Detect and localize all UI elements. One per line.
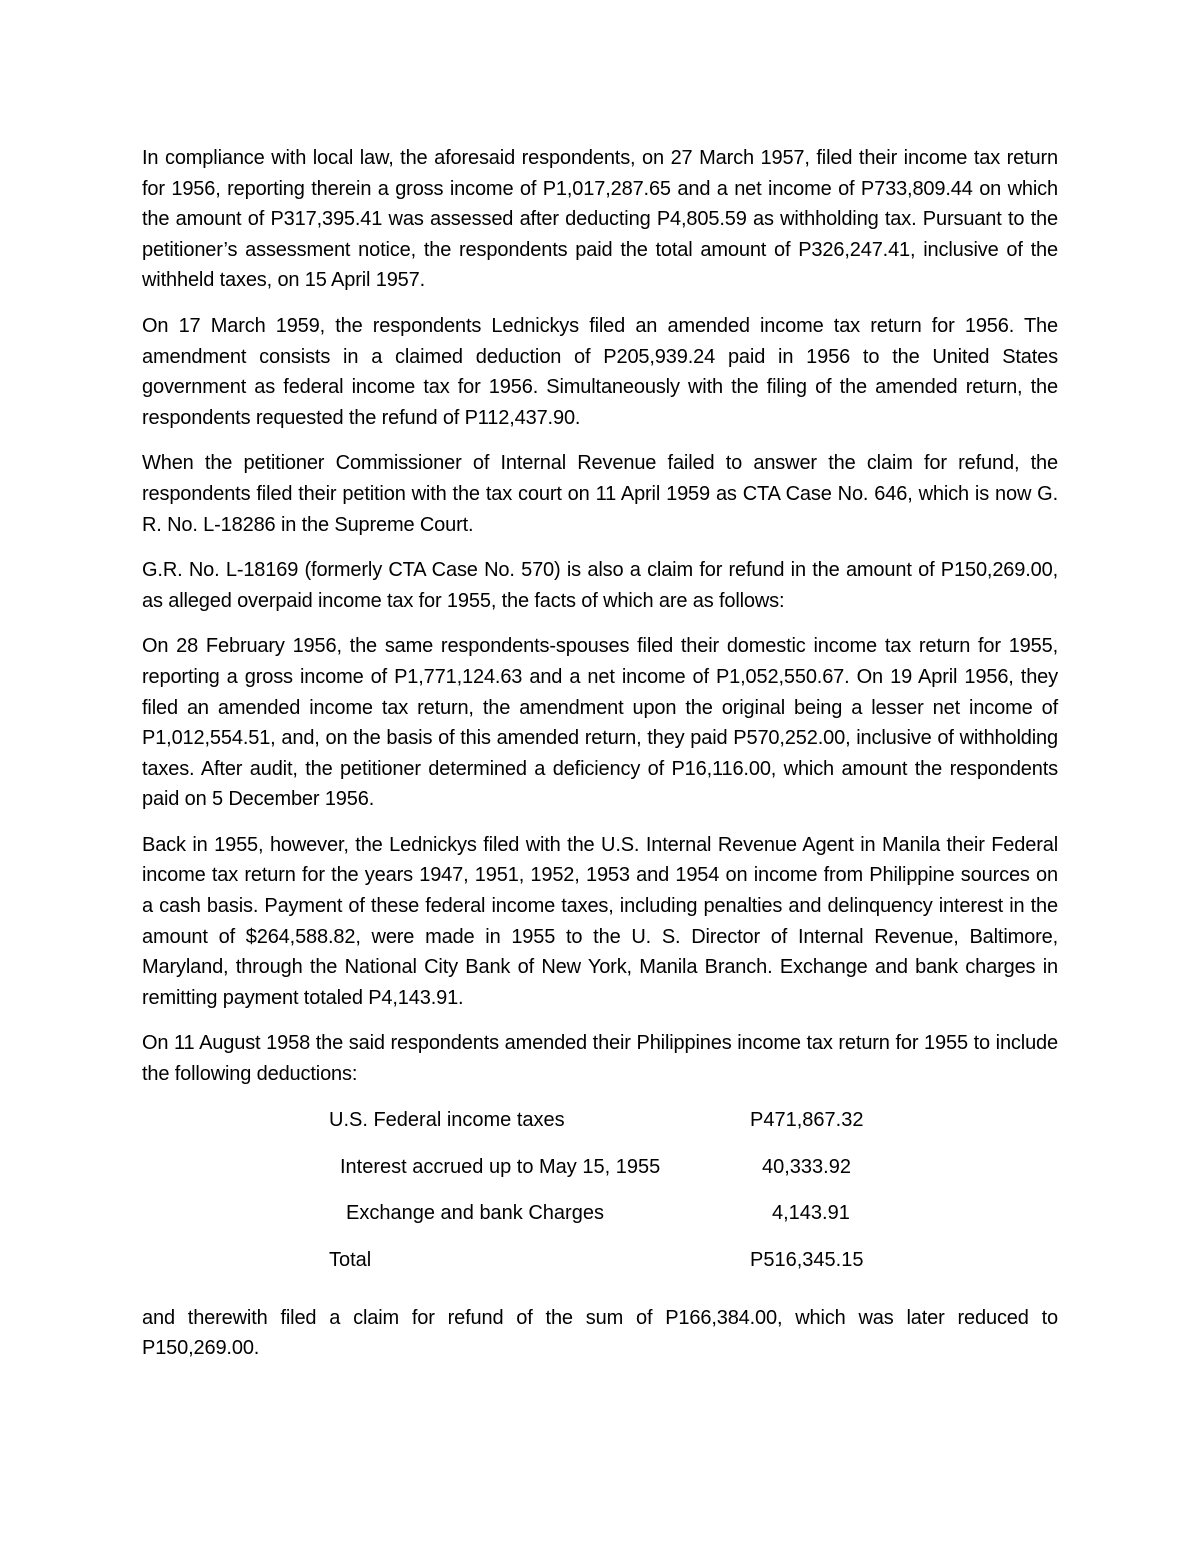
deduction-row [142, 1152, 1058, 1182]
document-page [142, 143, 1058, 1379]
paragraph-amended-return-1955: On 11 August 1958 the said respondents amended their Philippines income tax return for 1955 to include the following deductions: [142, 1032, 1058, 1086]
paragraph-petition-tax-court: When the petitioner Commissioner of Internal Revenue failed to answer the claim for refund, the respondents filed their petition with the tax court on 11 April 1959 as CTA Case No. 646, which is now G. R. No. L-18286 in the Supreme Court. [142, 452, 1058, 536]
paragraph-claim-for-refund: and therewith filed a claim for refund of the sum of P166,384.00, which was later reduced to P150,269.00. [142, 1306, 1058, 1360]
deductions-table [142, 1105, 1058, 1293]
deduction-label: Exchange and bank Charges [346, 1201, 604, 1224]
deduction-value: 40,333.92 [762, 1155, 851, 1178]
deduction-label: Interest accrued up to May 15, 1955 [340, 1155, 661, 1178]
deduction-total-label: Total [329, 1248, 372, 1271]
deduction-row [142, 1198, 1058, 1228]
deduction-total-value: P516,345.15 [750, 1248, 864, 1271]
deduction-value: 4,143.91 [772, 1201, 850, 1224]
paragraph-amended-return-1956: On 17 March 1959, the respondents Lednickys filed an amended income tax return for 1956. The amendment consists in a claimed deduction of P205,939.24 paid in 1956 to the United States government as federal income tax for 1956. Simultaneously with the filing of the amended return, the respondents requested the refund of P112,437.90. [142, 314, 1058, 429]
paragraph-1955-return: On 28 February 1956, the same respondents-spouses filed their domestic income tax return for 1955, reporting a gross income of P1,771,124.63 and a net income of P1,052,550.67. On 19 April 1956, they filed an amended income tax return, the amendment upon the original being a lesser net income of P1,012,554.51, and, on the basis of this amended return, they paid P570,252.00, inclusive of withholding taxes. After audit, the petitioner determined a deficiency of P16,116.00, which amount the respondents paid on 5 December 1956. [142, 635, 1058, 811]
paragraph-gr-l-18169: G.R. No. L-18169 (formerly CTA Case No. 570) is also a claim for refund in the amount of P150,269.00, as alleged overpaid income tax for 1955, the facts of which are as follows: [142, 559, 1058, 612]
paragraph-federal-tax-payment: Back in 1955, however, the Lednickys filed with the U.S. Internal Revenue Agent in Manila their Federal income tax return for the years 1947, 1951, 1952, 1953 and 1954 on income from Philippine sources on a cash basis. Payment of these federal income taxes, including penalties and delinquency interest in the amount of $264,588.82, were made in 1955 to the U. S. Director of Internal Revenue, Baltimore, Maryland, through the National City Bank of New York, Manila Branch. Exchange and bank charges in remitting payment totaled P4,143.91. [142, 833, 1058, 1009]
deduction-row-total [142, 1245, 1058, 1275]
deduction-row [142, 1105, 1058, 1135]
deduction-value: P471,867.32 [750, 1108, 864, 1131]
deduction-label: U.S. Federal income taxes [329, 1108, 565, 1131]
paragraph-1956-return: In compliance with local law, the aforesaid respondents, on 27 March 1957, filed their income tax return for 1956, reporting therein a gross income of P1,017,287.65 and a net income of P733,809.44 on which the amount of P317,395.41 was assessed after deducting P4,805.59 as withholding tax. Pursuant to the petitioner’s assessment notice, the respondents paid the total amount of P326,247.41, inclusive of the withheld taxes, on 15 April 1957. [142, 147, 1058, 292]
